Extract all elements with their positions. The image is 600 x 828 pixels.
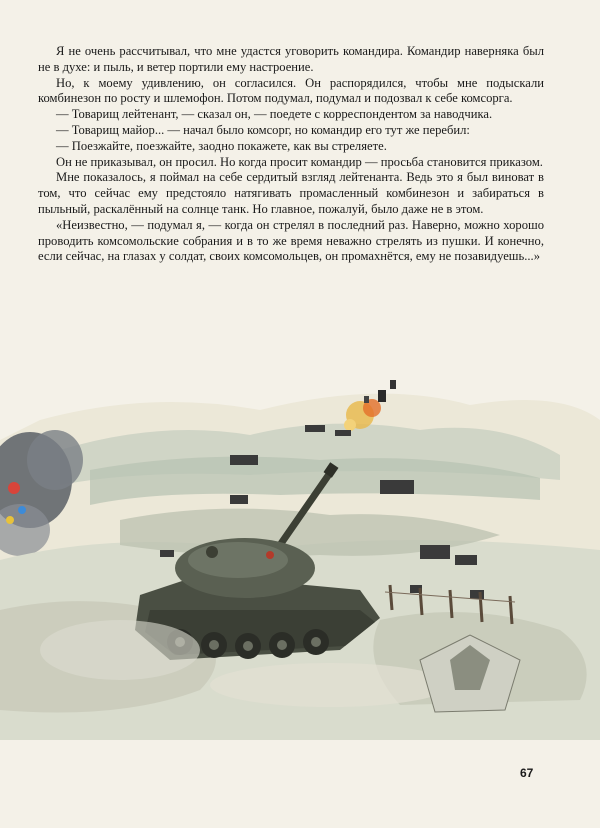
paragraph: «Неизвестно, — подумал я, — когда он стрелял в последний раз. Наверно, можно хорошо проводить комсомольские собрания и в то же время неважно стрелять из пушки. И конечно, если сейчас, на глазах у солдат, своих комсомольцев, он промахнётся, ему не позавидуешь...» bbox=[38, 217, 544, 264]
page-number: 67 bbox=[520, 766, 534, 780]
paragraph: Но, к моему удивлению, он согласился. Он распорядился, чтобы мне подыскали комбинезон по росту и шлемофон. Потом подумал, подумал и подозвал к себе комсорга. bbox=[38, 75, 544, 106]
tank-illustration bbox=[0, 360, 600, 740]
body-text bbox=[38, 44, 544, 265]
paragraph: — Товарищ майор... — начал было комсорг, но командир его тут же перебил: bbox=[56, 122, 470, 137]
paragraph: Мне показалось, я поймал на себе сердитый взгляд лейтенанта. Ведь это я был виноват в том, что сейчас ему предстояло натягивать промасленный комбинезон и забираться в пыльный, раскалённый на солнце танк. Но главное, пожалуй, было даже не в этом. bbox=[38, 170, 544, 216]
paragraph: — Товарищ лейтенант, — сказал он, — поедете с корреспондентом за наводчика. bbox=[56, 107, 493, 122]
paragraph: — Поезжайте, поезжайте, заодно покажете, как вы стреляете. bbox=[56, 138, 387, 153]
paragraph: Он не приказывал, он просил. Но когда просит командир — просьба становится приказом. bbox=[56, 154, 543, 169]
paragraph: Я не очень рассчитывал, что мне удастся уговорить командира. Командир наверняка был не в духе: и пыль, и ветер портили ему настроение. bbox=[38, 44, 544, 74]
